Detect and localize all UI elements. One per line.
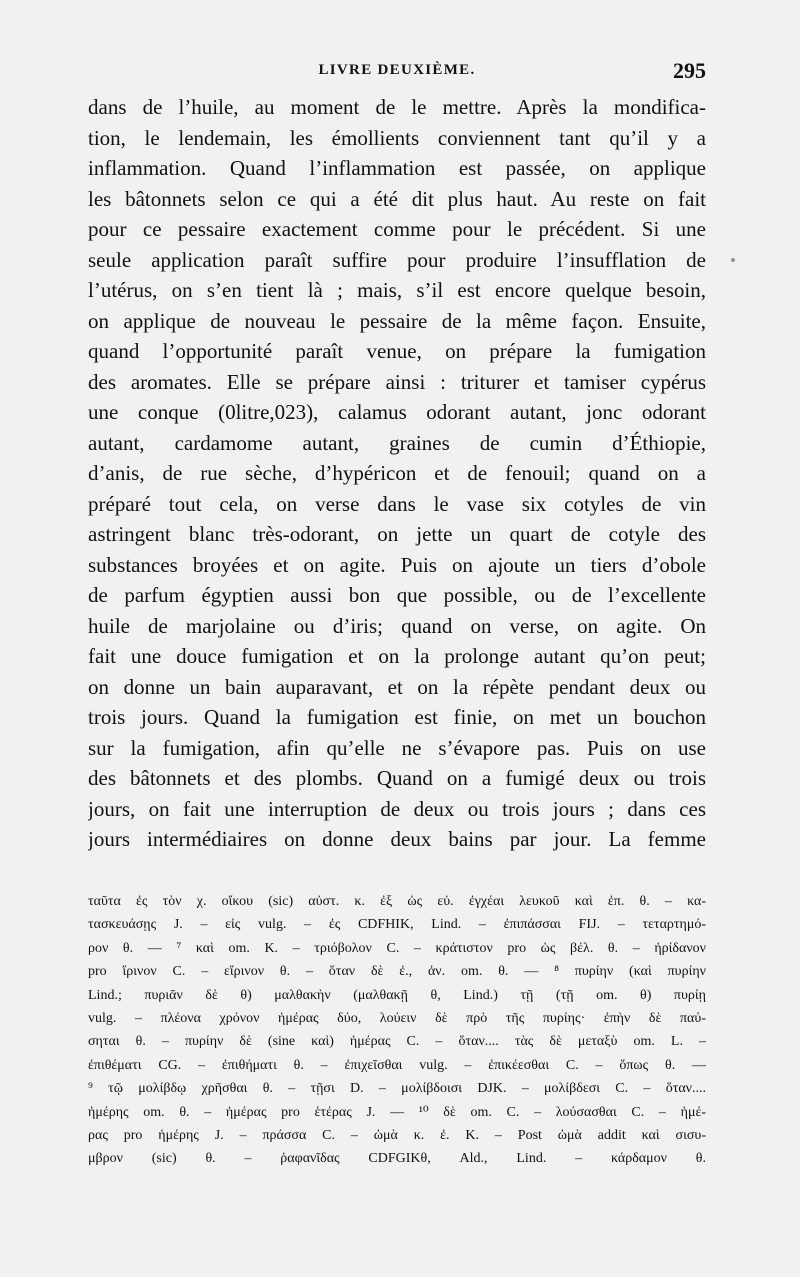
text-line: jours intermédiaires on donne deux bains par jour. La femme bbox=[88, 827, 706, 851]
text-line: tion, le lendemain, les émollients conviennent tant qu’il y a bbox=[88, 125, 706, 150]
text-line: seule application paraît suffire pour produire l’insufflation de bbox=[88, 247, 706, 272]
text-line: des bâtonnets et des plombs. Quand on a fumigé deux ou trois bbox=[88, 766, 706, 790]
text-line: de parfum égyptien aussi bon que possible, ou de l’excellente bbox=[88, 583, 706, 607]
text-line: substances broyées et on agite. Puis on ajoute un tiers d’obole bbox=[88, 552, 706, 577]
main-text bbox=[88, 92, 706, 855]
footnote-line: ρον θ. — ⁷ καὶ om. K. – τριόβολον C. – κράτιστον pro ὡς βέλ. θ. – ἠρίδανον bbox=[88, 940, 706, 956]
text-line: pour ce pessaire exactement comme pour le précédent. Si une bbox=[88, 217, 706, 241]
footnote-line: σηται θ. – πυρίην δὲ (sine καὶ) ἡμέρας C. – ὅταν.... τὰς δὲ μεταξὺ om. L. – bbox=[88, 1034, 706, 1050]
scan-dot bbox=[731, 258, 735, 262]
footnote-line: ταῦτα ἐς τὸν χ. οἴκου (sic) αὐστ. κ. ἐξ ὡς εὐ. ἐγχέαι λευκοῦ καὶ ἐπ. θ. – κα- bbox=[88, 894, 706, 909]
footnote-line: vulg. – πλέονα χρόνον ἡμέρας δύο, λούειν δὲ πρὸ τῆς πυρίης· ἐπὴν δὲ παύ- bbox=[88, 1010, 706, 1026]
page-header bbox=[88, 58, 706, 88]
text-line: préparé tout cela, on verse dans le vase six cotyles de vin bbox=[88, 491, 706, 516]
page-number: 295 bbox=[673, 58, 706, 83]
text-line: on donne un bain auparavant, et on la répète pendant deux ou bbox=[88, 674, 706, 699]
text-line: une conque (0litre,023), calamus odorant autant, jonc odorant bbox=[88, 400, 706, 424]
footnote-line: ⁹ τῷ μολίβδῳ χρῆσθαι θ. – τῇσι D. – μολίβδοισι DJK. – μολίβδεσι C. – ὅταν.... bbox=[88, 1081, 706, 1097]
running-head: LIVRE DEUXIÈME. bbox=[318, 62, 476, 78]
text-line: on applique de nouveau le pessaire de la même façon. Ensuite, bbox=[88, 308, 706, 333]
text-line: fait une douce fumigation et on la prolonge autant qu’on peut; bbox=[88, 644, 706, 668]
text-line: sur la fumigation, afin qu’elle ne s’évapore pas. Puis on use bbox=[88, 735, 706, 760]
footnote-line: ἐπιθέματι CG. – ἐπιθήματι θ. – ἐπιχεῖσθαι vulg. – ἐπικέεσθαι C. – ὅπως θ. — bbox=[88, 1057, 706, 1073]
text-line: d’anis, de rue sèche, d’hypéricon et de fenouil; quand on a bbox=[88, 461, 706, 485]
text-line: des aromates. Elle se prépare ainsi : triturer et tamiser cypérus bbox=[88, 369, 706, 394]
footnote-line: pro ἴρινον C. – εἴρινον θ. – ὅταν δὲ ἐ., ἀν. om. θ. — ⁸ πυρίην (καὶ πυρίην bbox=[88, 964, 706, 980]
text-line: trois jours. Quand la fumigation est finie, on met un bouchon bbox=[88, 705, 706, 729]
footnotes bbox=[88, 890, 706, 1171]
text-line: les bâtonnets selon ce qui a été dit plus haut. Au reste on fait bbox=[88, 186, 706, 211]
text-line: autant, cardamome autant, graines de cumin d’Éthiopie, bbox=[88, 430, 706, 455]
footnote-line: ρας pro ἡμέρης J. – πράσσα C. – ὠμὰ κ. ἐ. K. – Post ὠμὰ addit καὶ σισυ- bbox=[88, 1127, 706, 1143]
text-line: dans de l’huile, au moment de le mettre. Après la mondifica- bbox=[88, 95, 706, 119]
text-line: l’utérus, on s’en tient là ; mais, s’il est encore quelque besoin, bbox=[88, 278, 706, 302]
footnote-line: Lind.; πυριᾶν δὲ θ) μαλθακὴν (μαλθακῇ θ, Lind.) τῇ (τῇ om. θ) πυρίῃ bbox=[88, 987, 706, 1003]
text-line: huile de marjolaine ou d’iris; quand on verse, on agite. On bbox=[88, 613, 706, 638]
text-line: jours, on fait une interruption de deux ou trois jours ; dans ces bbox=[88, 796, 706, 821]
footnote-line: ἡμέρης om. θ. – ἡμέρας pro ἑτέρας J. — ¹⁰ δὲ om. C. – λούσασθαι C. – ἡμέ- bbox=[88, 1104, 706, 1120]
footnote-line: μβρον (sic) θ. – ῥαφανῖδας CDFGIKθ, Ald., Lind. – κάρδαμον θ. bbox=[88, 1151, 706, 1167]
text-line: quand l’opportunité paraît venue, on prépare la fumigation bbox=[88, 339, 706, 363]
text-line: inflammation. Quand l’inflammation est passée, on applique bbox=[88, 156, 706, 180]
text-line: astringent blanc très-odorant, on jette un quart de cotyle des bbox=[88, 522, 706, 546]
footnote-line: τασκευάσῃς J. – εἰς vulg. – ἐς CDFHIK, Lind. – ἐπιπάσσαι FIJ. – τεταρτημό- bbox=[88, 917, 706, 933]
